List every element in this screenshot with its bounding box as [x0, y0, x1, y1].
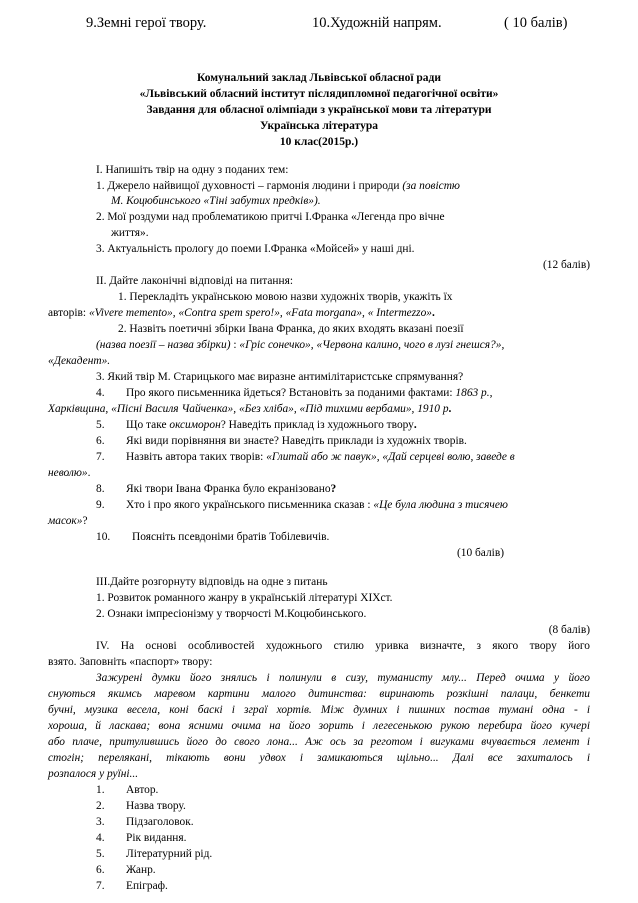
- section-4-title: IV. На основі особливостей художнього стилю уривка визначте, з якого твору його: [96, 640, 590, 652]
- question-7: 7. Назвіть автора таких творів: «Глитай або ж павук», «Дай серцеві волю, заведе в: [96, 451, 515, 463]
- question-9-cont: масок»?: [48, 515, 88, 527]
- essay-question-2: 2. Ознаки імпресіонізму у творчості М.Коцюбинського.: [96, 608, 367, 620]
- question-2-cont-2: «Декадент».: [48, 355, 111, 367]
- question-3: 3. Який твір М. Старицького має виразне антимілітаристське спрямування?: [96, 371, 464, 383]
- passport-item: 1. Автор.: [96, 784, 159, 796]
- header-line-2: «Львівський обласний інститут післядипломної педагогічної освіти»: [139, 88, 499, 100]
- excerpt-line-6: стогін; перелякані, тікають вони удвох і замикаються щільно... Далі все захиталось і: [48, 752, 590, 764]
- top-item-9: 9.Земні герої твору.: [86, 15, 207, 31]
- passport-item: 2. Назва твору.: [96, 800, 186, 812]
- question-6: 6. Які види порівняння ви знаєте? Наведіть приклади із художніх творів.: [96, 435, 467, 447]
- header-line-5: 10 клас(2015р.): [279, 136, 359, 148]
- excerpt-line-5: або плаче, притулившись його до свого лона... Аж ось за реготом і вигуками вчувається лемент і: [48, 736, 590, 748]
- theme-2: 2. Мої роздуми над проблематикою притчі І.Франка «Легенда про вічне: [96, 211, 445, 223]
- header-line-1: Комунальний заклад Львівської обласної ради: [197, 72, 441, 84]
- excerpt-line-2: снуються якимсь маревом картини малого дитинства: виринають розкішні палаци, бенкети: [48, 688, 590, 700]
- question-1-cont: авторів: «Vivere memento», «Contra spem spero!», «Fata morgana», « Intermezzo».: [48, 307, 435, 319]
- question-8: 8. Які твори Івана Франка було екранізовано?: [96, 483, 337, 495]
- passport-item: 3. Підзаголовок.: [96, 816, 194, 828]
- theme-1-cont: М. Коцюбинського «Тіні забутих предків»).: [111, 195, 321, 207]
- question-2-cont: (назва поезії – назва збірки) : «Гріс сонечко», «Червона калино, чого в лузі гнешся?»,: [96, 339, 505, 351]
- excerpt-line-4: хороша, й ласкава; вона ясними очима на його зорить і легесенькою рукою перебира його кучері: [48, 720, 590, 732]
- header-line-4: Українська література: [260, 120, 378, 132]
- question-9: 9. Хто і про якого українського письменника сказав : «Це була людина з тисячею: [96, 499, 508, 511]
- passport-item: 5. Літературний рід.: [96, 848, 213, 860]
- excerpt-line-3: бучні, музика весела, коні баскі і зграї хортів. Між думних і пишних постав тумані одна - і: [48, 704, 590, 716]
- question-5: 5. Що таке оксиморон? Наведіть приклад із художнього твору.: [96, 419, 417, 431]
- question-4: 4. Про якого письменника йдеться? Встановіть за поданими фактами: 1863 р.,: [96, 387, 493, 399]
- question-1: 1. Перекладіть українською мовою назви художніх творів, укажіть їх: [118, 291, 453, 303]
- section-1-title: I. Напишіть твір на одну з поданих тем:: [96, 164, 289, 176]
- excerpt-line-7: розпалося у руїні...: [48, 768, 139, 780]
- question-7-cont: неволю».: [48, 467, 91, 479]
- theme-3: 3. Актуальність прологу до поеми І.Франка «Мойсей» у наші дні.: [96, 243, 415, 255]
- top-points: ( 10 балів): [504, 15, 568, 31]
- passport-item: 7. Епіграф.: [96, 880, 168, 892]
- passport-item: 6. Жанр.: [96, 864, 156, 876]
- question-4-cont: Харківщина, «Пісні Василя Чайченка», «Без хліба», «Під тихими вербами», 1910 р.: [48, 403, 452, 415]
- theme-2-cont: життя».: [111, 227, 149, 239]
- top-item-10: 10.Художній напрям.: [312, 15, 442, 31]
- theme-1: 1. Джерело найвищої духовності – гармонія людини і природи (за повістю: [96, 180, 460, 192]
- section-2-title: II. Дайте лаконічні відповіді на питання:: [96, 275, 294, 287]
- section-1-points: (12 балів): [542, 259, 590, 271]
- section-4-title-cont: взято. Заповніть «паспорт» твору:: [48, 656, 213, 668]
- excerpt-line-1: Зажурені думки його знялись і полинули в сизу, туманисту млу... Перед очима у його: [96, 672, 590, 684]
- passport-item: 4. Рік видання.: [96, 832, 187, 844]
- question-2: 2. Назвіть поетичні збірки Івана Франка, до яких входять вказані поезії: [118, 323, 464, 335]
- question-10: 10. Поясніть псевдоніми братів Тобілевичів.: [96, 531, 330, 543]
- section-2-points: (10 балів): [456, 547, 504, 559]
- header-line-3: Завдання для обласної олімпіади з української мови та літератури: [146, 104, 492, 116]
- section-3-points: (8 балів): [548, 624, 590, 636]
- section-3-title: III.Дайте розгорнуту відповідь на одне з питань: [96, 576, 328, 588]
- essay-question-1: 1. Розвиток романного жанру в українській літературі ХІХст.: [96, 592, 393, 604]
